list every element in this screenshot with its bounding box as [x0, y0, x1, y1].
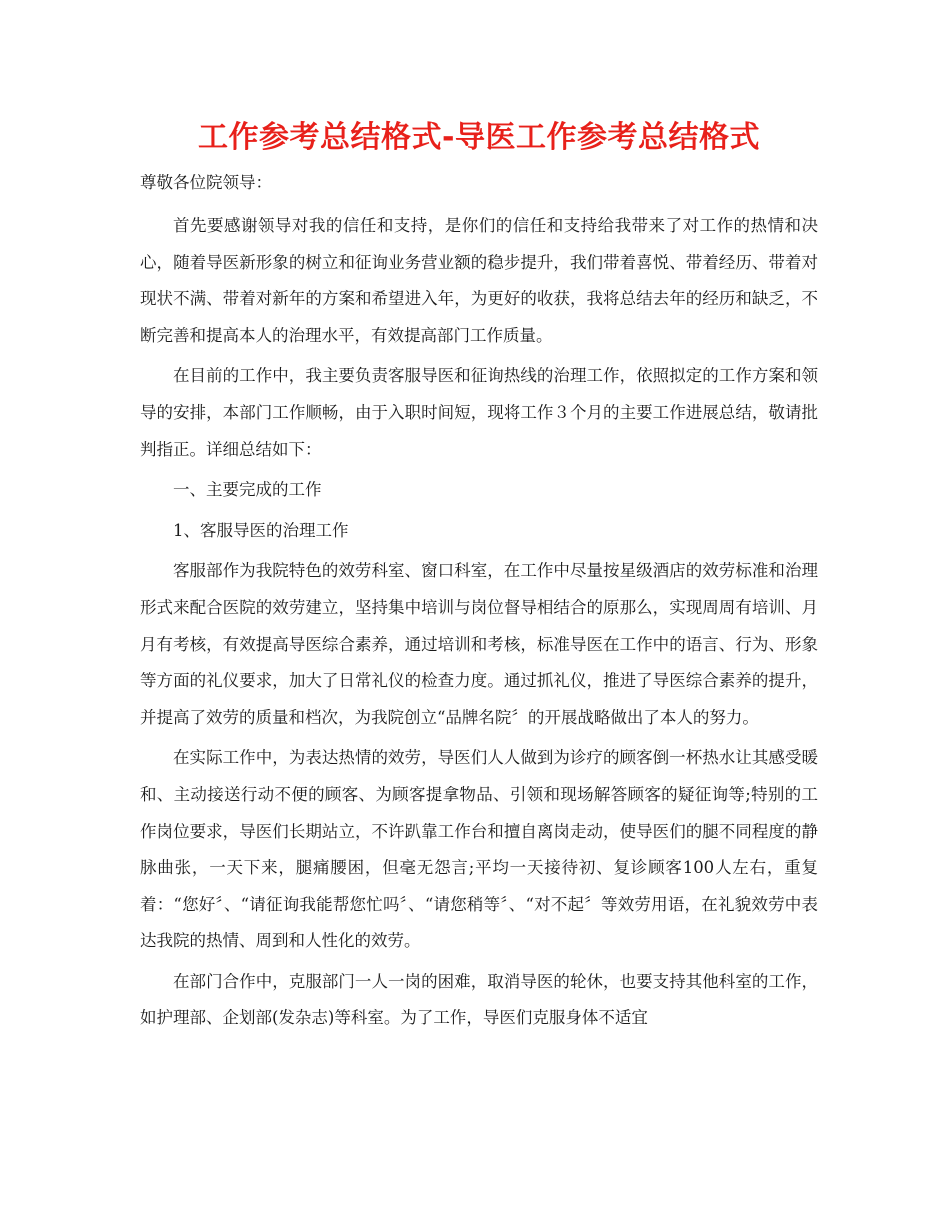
paragraph-service-department: 客服部作为我院特色的效劳科室、窗口科室，在工作中尽量按星级酒店的效劳标准和治理形式来配合医院的效劳建立，坚持集中培训与岗位督导相结合的原那么，实现周周有培训、月月有考核，有效提高导医综合素养，通过培训和考核，标准导医在工作中的语言、行为、形象等方面的礼仪要求，加大了日常礼仪的检查力度。通过抓礼仪，推进了导医综合素养的提升，并提高了效劳的质量和档次，为我院创立“品牌名院〞的开展战略做出了本人的努力。 — [140, 561, 818, 727]
paragraph-practical-work: 在实际工作中，为表达热情的效劳，导医们人人做到为诊疗的顾客倒一杯热水让其感受暖和、主动接送行动不便的顾客、为顾客提拿物品、引领和现场解答顾客的疑征询等;特别的工作岗位要求，导医们长期站立，不许趴靠工作台和擅自离岗走动，使导医们的腿不同程度的静脉曲张，一天下来，腿痛腰困，但毫无怨言;平均一天接待初、复诊顾客100人左右，重复着：“您好〞、“请征询我能帮您忙吗〞、“请您稍等〞、“对不起〞等效劳用语，在礼貌效劳中表达我院的热情、周到和人性化的效劳。 — [140, 748, 818, 951]
paragraph-gratitude: 首先要感谢领导对我的信任和支持，是你们的信任和支持给我带来了对工作的热情和决心，随着导医新形象的树立和征询业务营业额的稳步提升，我们带着喜悦、带着经历、带着对现状不满、带着对新年的方案和希望进入年，为更好的收获，我将总结去年的经历和缺乏，不断完善和提高本人的治理水平，有效提高部门工作质量。 — [140, 216, 818, 345]
paragraph-current-work: 在目前的工作中，我主要负责客服导医和征询热线的治理工作，依照拟定的工作方案和领导的安排，本部门工作顺畅，由于入职时间短，现将工作３个月的主要工作进展总结，敬请批判指正。详细总结如下： — [140, 366, 818, 459]
section-heading-main-work: 一、主要完成的工作 — [173, 480, 322, 500]
document-title: 工作参考总结格式-导医工作参考总结格式 — [198, 120, 760, 155]
subsection-heading-guide-management: 1、客服导医的治理工作 — [173, 520, 349, 540]
salutation: 尊敬各位院领导： — [140, 173, 272, 192]
paragraph-cooperation: 在部门合作中，克服部门一人一岗的困难，取消导医的轮休，也要支持其他科室的工作，如护理部、企划部(发杂志)等科室。为了工作，导医们克服身体不适宜 — [140, 971, 818, 1028]
